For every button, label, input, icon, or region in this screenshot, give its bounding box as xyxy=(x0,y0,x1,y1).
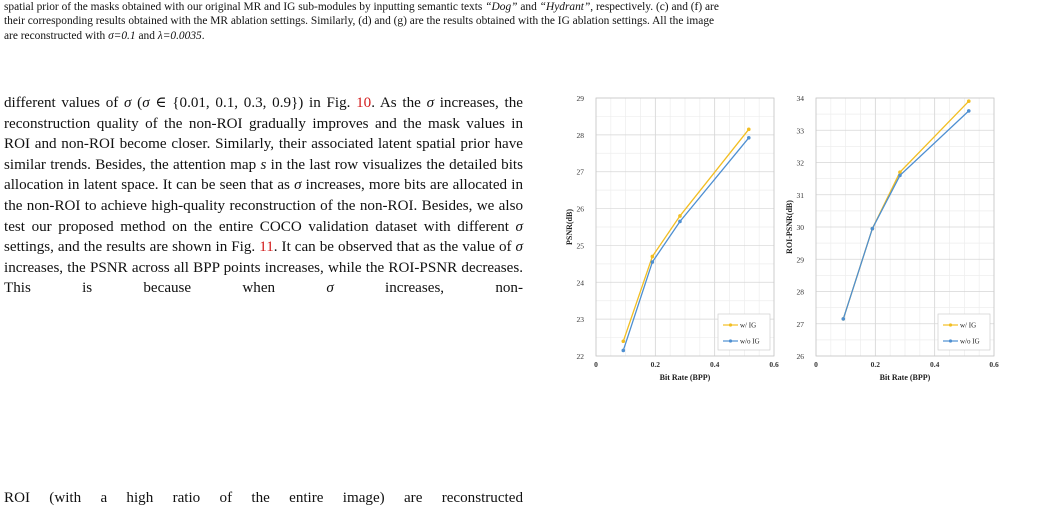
math-sigma: σ xyxy=(294,177,302,194)
math-sigma: σ xyxy=(142,95,150,111)
y-tick-label: 26 xyxy=(796,352,804,361)
legend-swatch-marker xyxy=(949,323,952,326)
y-tick-label: 31 xyxy=(796,190,804,200)
legend-swatch-marker xyxy=(949,339,952,342)
data-point xyxy=(967,109,971,113)
data-point xyxy=(747,128,751,132)
legend-label: w/o IG xyxy=(960,337,980,346)
x-axis-label: Bit Rate (BPP) xyxy=(879,373,931,382)
caption-text: . xyxy=(201,29,205,42)
caption-line-2: their corresponding results obtained with the MR ablation settings. Similarly, (d) and (g) are the results obtained with the IG ablation settings. All the image xyxy=(4,15,715,28)
legend-label: w/ IG xyxy=(960,321,977,330)
body-text: increases, the reconstruction quality of the non-ROI gradually improves and the mask values in ROI and non-ROI become closer. Similarly, their associated latent spatial prior have similar trends. Besides, the attention map xyxy=(4,95,523,173)
figure-ref-link[interactable]: 10 xyxy=(356,95,372,111)
caption-text: and xyxy=(517,1,540,13)
body-text: . xyxy=(371,95,375,111)
math-sigma: σ xyxy=(515,239,523,256)
legend-swatch-marker xyxy=(729,323,732,326)
body-text: increases, the PSNR across all BPP points increases, while the ROI-PSNR decreases. This is because when xyxy=(4,259,523,297)
x-tick-label: 0.4 xyxy=(709,360,720,369)
series-line xyxy=(843,111,968,319)
math-sigma: σ xyxy=(326,280,334,297)
caption-text: are reconstructed with xyxy=(4,29,109,42)
x-tick-label: 0.4 xyxy=(929,360,940,369)
body-text: ( xyxy=(131,95,143,111)
data-point xyxy=(967,99,971,103)
x-tick-label: 0.2 xyxy=(650,360,661,369)
caption-text: spatial prior of the masks obtained with our original MR and IG sub-modules by inputting semantic texts xyxy=(4,1,486,13)
figure-caption xyxy=(4,0,1037,43)
y-tick-label: 29 xyxy=(576,94,584,103)
data-point xyxy=(747,136,751,140)
caption-lambda: λ=0.0035 xyxy=(157,29,202,42)
body-text: ∈ {0.01, 0.1, 0.3, 0.9}) in Fig. xyxy=(149,95,357,111)
y-tick-label: 33 xyxy=(796,126,804,136)
x-tick-label: 0 xyxy=(814,360,818,369)
y-tick-label: 27 xyxy=(576,167,584,177)
caption-text: and xyxy=(135,29,158,42)
body-text: As the xyxy=(379,95,427,111)
body-text: . It can be observed that as the value of xyxy=(273,239,516,256)
caption-line-1 xyxy=(4,0,1037,14)
y-tick-label: 30 xyxy=(796,223,804,232)
body-text: different values of xyxy=(4,95,124,111)
math-sigma: σ xyxy=(426,95,435,111)
legend-swatch-marker xyxy=(729,339,732,342)
figure-ref-link[interactable]: 11 xyxy=(259,239,274,256)
body-text: settings, and the results are shown in Fig. xyxy=(4,239,260,256)
y-tick-label: 32 xyxy=(796,158,804,168)
y-tick-label: 27 xyxy=(796,319,804,329)
body-text: increases, more bits are allocated in the non-ROI to achieve high-quality reconstruction of the non-ROI. Besides, we also test our proposed method on the entire COCO validation dataset with different xyxy=(4,177,523,235)
data-point xyxy=(651,260,655,264)
data-point xyxy=(621,349,625,353)
body-text: in the last row visualizes the detailed bits allocation in latent space. It can be seen that as xyxy=(4,156,523,194)
y-tick-label: 29 xyxy=(796,255,804,265)
data-point xyxy=(678,214,682,218)
caption-sigma: σ=0.1 xyxy=(108,29,136,42)
caption-hydrant-term: “Hydrant” xyxy=(539,1,591,13)
cut-off-line xyxy=(4,488,523,508)
x-tick-label: 0.6 xyxy=(769,360,779,369)
y-tick-label: 25 xyxy=(576,241,584,251)
body-paragraph xyxy=(4,93,523,506)
data-point xyxy=(621,339,625,343)
y-tick-label: 34 xyxy=(796,94,804,103)
legend-label: w/o IG xyxy=(740,337,760,346)
data-point xyxy=(871,227,875,231)
body-text: ROI (with a high ratio of the entire image) are reconstructed xyxy=(4,490,523,506)
caption-line-3 xyxy=(4,29,1037,43)
data-point xyxy=(898,174,902,178)
y-tick-label: 28 xyxy=(796,287,804,297)
y-tick-label: 26 xyxy=(576,204,584,214)
x-axis-label: Bit Rate (BPP) xyxy=(659,373,711,382)
data-point xyxy=(841,317,845,321)
math-sigma: σ xyxy=(124,95,132,111)
x-tick-label: 0 xyxy=(594,360,598,369)
series-line xyxy=(843,101,968,319)
data-point xyxy=(678,220,682,224)
y-tick-label: 28 xyxy=(576,130,584,140)
roi-psnr-chart xyxy=(780,88,1010,406)
y-tick-label: 24 xyxy=(576,278,584,288)
y-tick-label: 22 xyxy=(576,352,584,361)
data-point xyxy=(651,255,655,259)
caption-dog-term: “Dog” xyxy=(485,1,518,13)
legend-label: w/ IG xyxy=(740,321,757,330)
x-tick-label: 0.2 xyxy=(870,360,881,369)
x-tick-label: 0.6 xyxy=(989,360,999,369)
caption-text: , respectively. (c) and (f) are xyxy=(590,1,719,13)
y-tick-label: 23 xyxy=(576,315,584,325)
psnr-chart xyxy=(560,88,790,406)
y-axis-label: PSNR(dB) xyxy=(565,208,574,246)
y-axis-label: ROI-PSNR(dB) xyxy=(785,200,794,254)
math-sigma: σ xyxy=(515,218,523,235)
body-text: increases, non- xyxy=(333,280,523,297)
math-s: s xyxy=(260,156,267,173)
